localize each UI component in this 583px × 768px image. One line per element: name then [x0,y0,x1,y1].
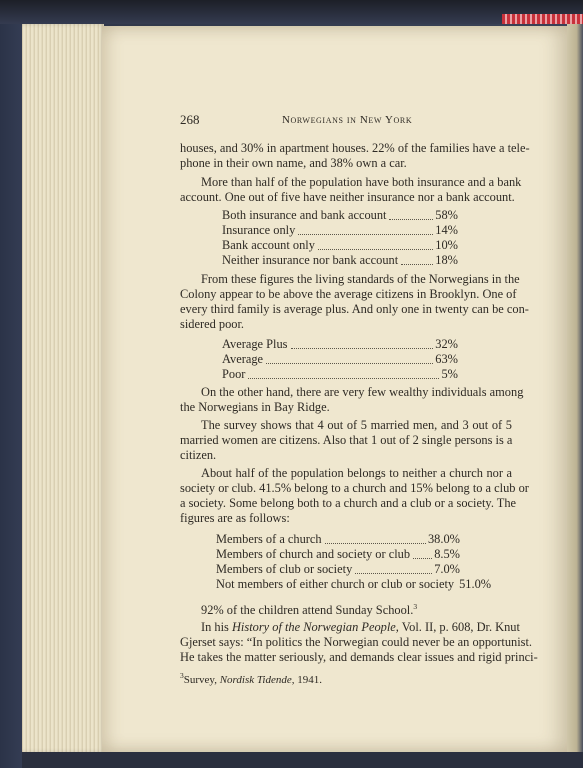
running-title: Norwegians in New York [282,114,413,126]
dot-leader [318,249,433,250]
dot-leader [413,558,432,559]
footnote-text: 1941. [294,674,322,686]
row-label: Members of club or society [216,562,353,576]
table-row [222,367,458,382]
body-line: houses, and 30% in apartment houses. 22% of the families have a tele- [180,141,530,155]
body-line: Gjerset says: “In politics the Norwegian could never be an opportunist. [180,635,533,649]
body-line: The survey shows that 4 out of 5 married men, and 3 out of 5 [201,418,512,432]
book-title: History of the Norwegian People, [231,620,399,634]
table-row [222,352,458,367]
body-line: phone in their own name, and 38% own a car. [180,156,407,170]
dot-leader [266,363,433,364]
body-text: In his [201,620,232,634]
body-text: 92% of the children attend Sunday School. [201,603,414,617]
page-right-edge [567,24,583,752]
body-line: figures are as follows: [180,511,290,525]
row-value: 58% [435,208,458,222]
row-label: Insurance only [222,223,296,237]
row-value: 38.0% [427,532,460,546]
row-label: Not members of either church or club or society [216,577,455,591]
body-line: society or club. 41.5% belong to a church and 15% belong to a club or [180,481,529,495]
body-line: About half of the population belongs to neither a church nor a [201,466,512,480]
body-line: More than half of the population have both insurance and a bank [201,175,522,189]
row-label: Members of church and society or club [216,547,411,561]
page-stack-edges [22,24,104,752]
row-label: Average Plus [222,337,288,351]
table-row [222,337,458,352]
body-line: a society. Some belong both to a church and a club or a society. The [180,496,517,510]
row-label: Poor [222,367,246,381]
row-value: 14% [435,223,458,237]
row-value: 5% [441,367,458,381]
dot-leader [248,378,439,379]
body-line: On the other hand, there are very few wealthy individuals among [201,385,524,399]
dot-leader [291,348,434,349]
body-line: every third family is average plus. And only one in twenty can be con- [180,302,529,316]
table-row [216,577,492,592]
footnote-marker: 3 [180,671,184,680]
row-value: 10% [435,238,458,252]
body-line: From these figures the living standards of the Norwegians in the [201,272,520,286]
body-line: account. One out of five have neither insurance nor a bank account. [180,190,515,204]
footnote [180,668,322,688]
table-row [222,223,458,238]
row-value: 7.0% [434,562,460,576]
cover-top-edge [0,0,583,24]
cover-bottom-edge [22,752,583,768]
body-line: the Norwegians in Bay Ridge. [180,400,330,414]
row-label: Average [222,352,264,366]
body-line [201,599,417,618]
dot-leader [298,234,433,235]
body-line: sidered poor. [180,317,245,331]
table-row [216,532,460,547]
row-value: 32% [435,337,458,351]
body-line: citizen. [180,448,217,462]
dot-leader [355,573,432,574]
row-label: Bank account only [222,238,315,252]
row-label: Members of a church [216,532,322,546]
table-row [216,562,460,577]
dot-leader [325,543,426,544]
row-value: 18% [435,253,458,267]
row-label: Both insurance and bank account [222,208,387,222]
table-row [222,208,458,223]
body-line: He takes the matter seriously, and demands clear issues and rigid princi- [180,650,538,664]
footnote-source: Nordisk Tidende, [219,674,295,686]
bookmark-ribbon [502,14,583,24]
table-row [222,253,458,268]
body-line [201,620,520,635]
footnote-ref: 3 [413,602,418,611]
dot-leader [401,264,433,265]
footnote-text: Survey, [183,674,220,686]
body-text: Vol. II, p. 608, Dr. Knut [398,620,520,634]
row-label: Neither insurance nor bank account [222,253,399,267]
table-row [216,547,460,562]
body-line: Colony appear to be above the average citizens in Brooklyn. One of [180,287,517,301]
body-line: married women are citizens. Also that 1 out of 2 single persons is a [180,433,513,447]
page-number: 268 [180,112,200,127]
row-value: 51.0% [459,577,492,591]
dot-leader [389,219,433,220]
table-row [222,238,458,253]
row-value: 8.5% [434,547,460,561]
row-value: 63% [435,352,458,366]
